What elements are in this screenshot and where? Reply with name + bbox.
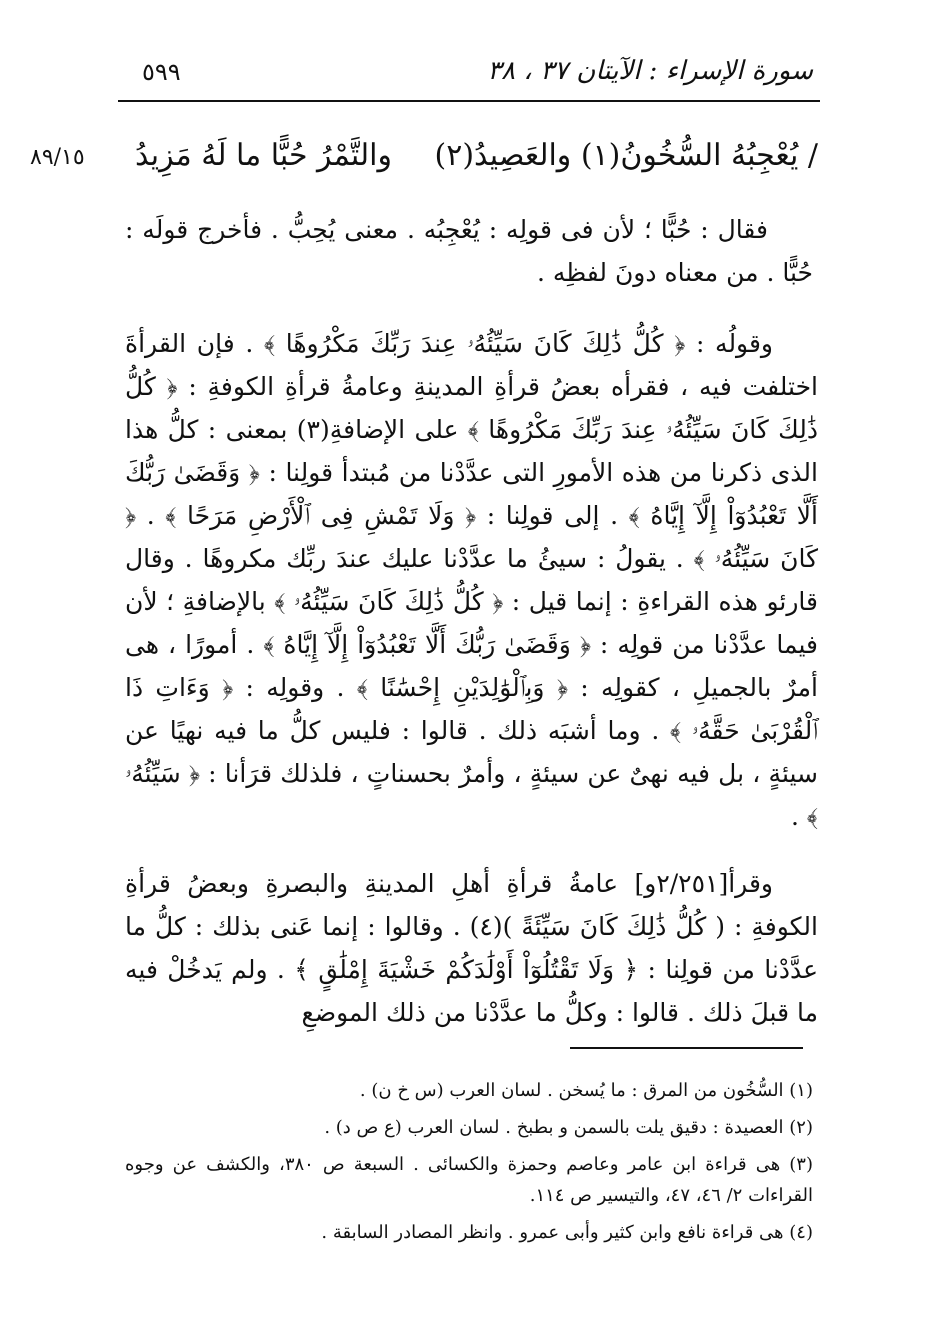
paragraph-1: فقال : حُبًّا ؛ لأن فى قولِه : يُعْجِبُه . معنى يُحِبُّ . فأخرج قولَه : حُبًّا . من معناه دونَ لفظِه .	[125, 215, 813, 287]
footnote-rule	[570, 1047, 803, 1049]
paragraph-3: وقرأ[٢/٢٥١و] عامةُ قرأةِ أهلِ المدينةِ والبصرةِ وبعضُ قرأةِ الكوفةِ : ( كُلُّ ذَٰلِكَ كَانَ سَيِّئَةً )(٤) . وقالوا : إنما عَنى بذلك : كلُّ ما عدَّدْنا من قولِنا : ﴿ وَلَا تَقْتُلُوٓاْ أَوْلَٰدَكُمْ خَشْيَةَ إِمْلَٰقٍ ﴾ . ولم يَدخُلْ فيه ما قبلَ ذلك . قالوا : وكلُّ ما عدَّدْنا من ذلك الموضعِ	[125, 869, 818, 1027]
footnote-3: (٣) هى قراءة ابن عامر وعاصم وحمزة والكسائى . السبعة ص ٣٨٠، والكشف عن وجوه القراءات ٢/ ٤٦، ٤٧، والتيسير ص ١١٤.	[125, 1154, 813, 1206]
footnote-2: (٢) العصيدة : دقيق يلت بالسمن و بطبخ . لسان العرب (ع ص د) .	[324, 1117, 813, 1138]
margin-reference: ٨٩/١٥	[30, 145, 85, 170]
verse-hemistich-first: / يُعْجِبُهُ السُّخُونُ(١) والعَصِيدُ(٢)	[434, 138, 818, 173]
running-head	[120, 52, 813, 92]
page-number: ٥٩٩	[142, 58, 181, 86]
footnote-4: (٤) هى قراءة نافع وابن كثير وأبى عمرو . وانظر المصادر السابقة .	[321, 1222, 813, 1243]
paragraph-2: وقولُه : ﴿ كُلُّ ذَٰلِكَ كَانَ سَيِّئُهُۥ عِندَ رَبِّكَ مَكْرُوهًا ﴾ . فإن القرأةَ اختلفت فيه ، فقرأه بعضُ قرأةِ المدينةِ وعامةُ قرأةِ الكوفةِ : ﴿ كُلُّ ذَٰلِكَ كَانَ سَيِّئُهُۥ عِندَ رَبِّكَ مَكْرُوهًا ﴾ على الإضافةِ(٣) بمعنى : كلُّ هذا الذى ذكرنا من هذه الأمورِ التى عدَّدْنا من مُبتدأ قولِنا : ﴿ وَقَضَىٰ رَبُّكَ أَلَّا تَعْبُدُوٓاْ إِلَّآ إِيَّاهُ ﴾ . إلى قولِنا : ﴿ وَلَا تَمْشِ فِى ٱلْأَرْضِ مَرَحًا ﴾ . ﴿ كَانَ سَيِّئُهُۥ ﴾ . يقولُ : سيئُ ما عدَّدْنا عليك عندَ ربِّك مكروهًا . وقال قارئو هذه القراءةِ : إنما قيل : ﴿ كُلُّ ذَٰلِكَ كَانَ سَيِّئُهُۥ ﴾ بالإضافةِ ؛ لأن فيما عدَّدْنا من قولِه : ﴿ وَقَضَىٰ رَبُّكَ أَلَّا تَعْبُدُوٓاْ إِلَّآ إِيَّاهُ ﴾ . أمورًا ، هى أمرٌ بالجميلِ ، كقولِه : ﴿ وَبِٱلْوَٰلِدَيْنِ إِحْسَٰنًا ﴾ . وقولِه : ﴿ وَءَاتِ ذَا ٱلْقُرْبَىٰ حَقَّهُۥ ﴾ . وما أشبَه ذلك . قالوا : فليس كلُّ ما فيه نهيًا عن سيئةٍ ، بل فيه نهىٌ عن سيئةٍ ، وأمرٌ بحسناتٍ ، فلذلك قرَأنا : ﴿ سَيِّئُهُۥ ﴾ .	[125, 329, 818, 831]
running-title: سورة الإسراء : الآيتان ٣٧ ، ٣٨	[487, 56, 813, 86]
header-rule	[118, 100, 820, 102]
verse-hemistich-second: والتَّمْرُ حُبًّا ما لَهُ مَزِيدُ	[135, 138, 392, 173]
poetry-verse	[135, 138, 818, 184]
footnote-1: (١) السُّخُون من المرق : ما يُسخن . لسان العرب (س خ ن) .	[359, 1080, 813, 1101]
footnotes	[125, 1075, 813, 1254]
